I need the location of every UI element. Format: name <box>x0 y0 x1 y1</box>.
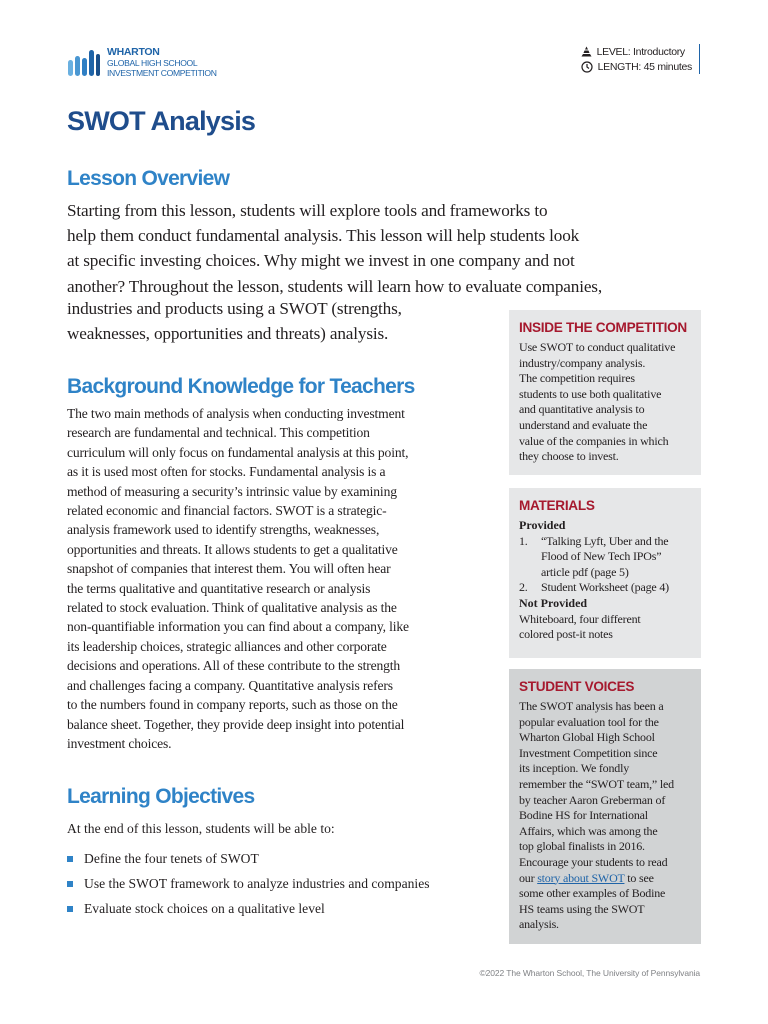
box-text <box>519 340 691 465</box>
background-line: related to stock evaluation. Think of qualitative analysis as the <box>67 600 397 616</box>
wharton-logo <box>67 46 217 80</box>
materials-box <box>509 488 701 658</box>
box-line: remember the “SWOT team,” led <box>519 776 674 791</box>
inside-competition-box <box>509 310 701 475</box>
link-prefix: our <box>519 870 538 885</box>
list-item <box>67 871 430 896</box>
box-title: MATERIALS <box>519 498 595 513</box>
box-text <box>519 699 691 933</box>
box-line: Encourage your students to read <box>519 854 668 869</box>
objectives-list <box>67 846 430 921</box>
level-pyramid-icon <box>581 46 592 57</box>
list-item <box>67 846 430 871</box>
level-text: LEVEL: Introductory <box>596 45 685 58</box>
overview-line: weaknesses, opportunities and threats) analysis. <box>67 324 389 344</box>
background-line: and challenges facing a company. Quantitative analysis refers <box>67 677 393 693</box>
box-line: top global finalists in 2016. <box>519 839 645 854</box>
box-line: Bodine HS for International <box>519 808 648 823</box>
item-text <box>541 534 668 581</box>
overview-line: Starting from this lesson, students will explore tools and frameworks to <box>67 201 548 220</box>
overview-line: at specific investing choices. Why might we invest in one company and not <box>67 251 575 271</box>
box-title: STUDENT VOICES <box>519 679 635 694</box>
wharton-logo-icon <box>67 46 101 80</box>
list-item <box>519 534 691 581</box>
page-title: SWOT Analysis <box>67 106 256 136</box>
logo-wordmark <box>107 47 217 79</box>
box-line: they choose to invest. <box>519 449 619 464</box>
not-provided-text <box>519 612 691 643</box>
lesson-meta <box>581 44 692 74</box>
background-heading: Background Knowledge for Teachers <box>67 375 415 398</box>
box-line: analysis. <box>519 917 559 932</box>
box-title: INSIDE THE COMPETITION <box>519 320 687 335</box>
copyright-footer: ©2022 The Wharton School, The University of Pennsylvania <box>479 968 700 978</box>
student-voices-box <box>509 669 701 944</box>
objectives-intro: At the end of this lesson, students will be able to: <box>67 821 335 836</box>
background-line: research are fundamental and technical. This competition <box>67 425 370 441</box>
background-line: opportunities and threats. It allows students to get a qualitative <box>67 541 398 557</box>
learning-objectives-heading: Learning Objectives <box>67 785 255 808</box>
background-line: to the numbers found in company reports, such as those on the <box>67 697 398 713</box>
box-line: its inception. We fondly <box>519 761 629 776</box>
box-line: Use SWOT to conduct qualitative <box>519 340 676 354</box>
box-line: HS teams using the SWOT <box>519 901 645 916</box>
box-line: Investment Competition since <box>519 745 658 760</box>
overview-line: help them conduct fundamental analysis. This lesson will help students look <box>67 226 580 246</box>
overview-line: another? Throughout the lesson, students will learn how to evaluate companies, <box>67 276 602 296</box>
item-line: “Talking Lyft, Uber and the <box>541 533 669 548</box>
background-line: method of measuring a security’s intrinsic value by examining <box>67 483 397 499</box>
box-line: Wharton Global High School <box>519 730 655 745</box>
item-number: 2. <box>519 580 528 595</box>
item-line: Flood of New Tech IPOs” <box>541 549 662 564</box>
box-line: colored post-it notes <box>519 627 613 642</box>
objective-text: Evaluate stock choices on a qualitative level <box>84 900 325 916</box>
box-line: value of the companies in which <box>519 433 669 448</box>
box-line: popular evaluation tool for the <box>519 714 659 729</box>
square-bullet-icon <box>67 856 73 862</box>
item-text: Student Worksheet (page 4) <box>541 580 669 595</box>
objective-text: Define the four tenets of SWOT <box>84 850 259 866</box>
meta-divider <box>699 44 701 74</box>
lesson-overview-heading: Lesson Overview <box>67 167 230 190</box>
story-about-swot-link[interactable]: story about SWOT <box>537 870 625 885</box>
background-line: non-quantifiable information you can find about a company, like <box>67 619 409 635</box>
overview-line: industries and products using a SWOT (strengths, <box>67 299 402 318</box>
box-line-with-link <box>519 871 691 887</box>
logo-line-1: WHARTON <box>107 46 160 59</box>
item-line: article pdf (page 5) <box>541 564 629 579</box>
box-line: and quantitative analysis to <box>519 402 645 417</box>
background-line: balance sheet. Together, they provide deep insight into potential <box>67 716 405 732</box>
link-suffix: to see <box>624 870 654 885</box>
background-line: decisions and operations. All of these contribute to the strength <box>67 658 401 674</box>
length-text: LENGTH: 45 minutes <box>597 60 692 73</box>
clock-icon <box>581 61 593 73</box>
box-line: The SWOT analysis has been a <box>519 699 664 713</box>
list-item <box>67 896 430 921</box>
background-line: the terms qualitative and quantitative research or analysis <box>67 580 371 596</box>
box-line: understand and evaluate the <box>519 417 648 432</box>
logo-line-3: INVESTMENT COMPETITION <box>107 68 217 79</box>
background-line: curriculum will only focus on fundamental analysis at this point, <box>67 444 409 460</box>
box-line: Affairs, which was among the <box>519 823 658 838</box>
box-line: students to use both qualitative <box>519 386 662 401</box>
square-bullet-icon <box>67 906 73 912</box>
item-number: 1. <box>519 533 528 548</box>
provided-list <box>519 534 691 596</box>
provided-label: Provided <box>519 518 566 532</box>
objective-text: Use the SWOT framework to analyze industries and companies <box>84 875 430 891</box>
background-text <box>67 404 467 753</box>
background-line: The two main methods of analysis when conducting investment <box>67 406 405 421</box>
background-line: investment choices. <box>67 735 172 751</box>
background-line: snapshot of companies that interest them. You will often hear <box>67 561 391 577</box>
lesson-overview-text-cont <box>67 296 487 346</box>
length-row <box>581 59 692 74</box>
box-line: some other examples of Bodine <box>519 886 666 901</box>
box-line: Whiteboard, four different <box>519 611 641 626</box>
not-provided-label: Not Provided <box>519 595 588 610</box>
box-line: The competition requires <box>519 371 635 386</box>
background-line: its leadership choices, strategic alliances and other corporate <box>67 638 387 654</box>
logo-line-2: GLOBAL HIGH SCHOOL <box>107 57 198 68</box>
square-bullet-icon <box>67 881 73 887</box>
level-row <box>581 44 692 59</box>
list-item <box>519 580 691 596</box>
background-line: as it is used most often for stocks. Fundamental analysis is a <box>67 464 386 480</box>
box-line: industry/company analysis. <box>519 355 646 370</box>
box-line: by teacher Aaron Greberman of <box>519 792 666 807</box>
background-line: related economic and financial factors. SWOT is a strategic- <box>67 503 387 519</box>
background-line: analysis framework used to identify strengths, weaknesses, <box>67 522 380 538</box>
lesson-overview-text <box>67 198 707 299</box>
